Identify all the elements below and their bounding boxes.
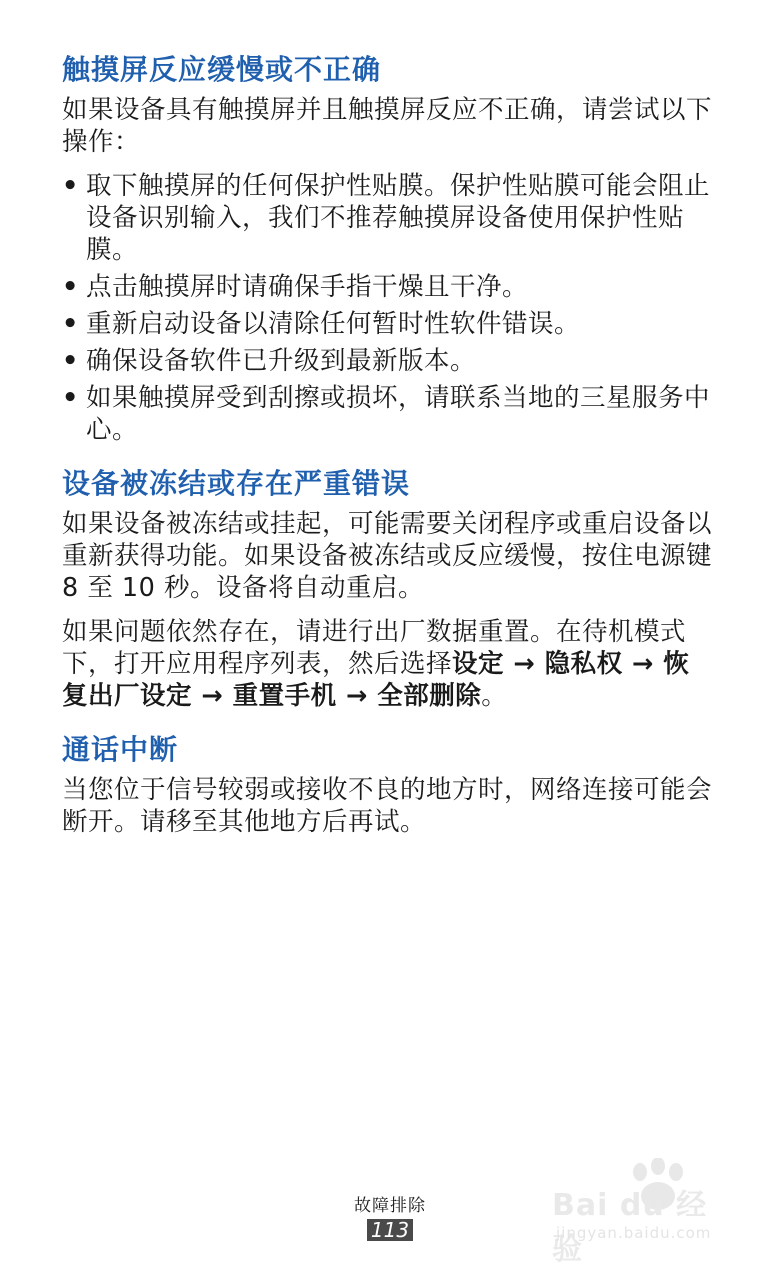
bullet-icon: • [62,346,79,376]
page-number: 113 [367,1219,413,1241]
section-paragraph-reset [62,616,712,712]
section-title: 触摸屏反应缓慢或不正确 [62,53,382,86]
footer-section-name: 故障排除 [354,1196,426,1216]
list-item [62,308,712,340]
list-item-text: 点击触摸屏时请确保手指干燥且干净。 [86,272,529,302]
section-intro: 如果设备具有触摸屏并且触摸屏反应不正确，请尝试以下操作： [62,95,713,157]
section-paragraph: 如果设备被冻结或挂起，可能需要关闭程序或重启设备以重新获得功能。如果设备被冻结或反应缓慢，按住电源键 8 至 10 秒。设备将自动重启。 [62,509,713,603]
section-title: 通话中断 [62,733,179,766]
section-touchscreen [62,50,712,446]
bullet-icon: • [62,171,79,201]
tips-list [62,170,712,446]
baidu-watermark [552,1158,732,1267]
page-content [62,50,712,856]
list-item-text: 如果触摸屏受到刮擦或损坏，请联系当地的三星服务中心。 [86,383,711,445]
menu-path: 设定 → 隐私权 → 恢复出厂设定 → 重置手机 → 全部删除 [62,649,690,711]
section-paragraph: 当您位于信号较弱或接收不良的地方时，网络连接可能会断开。请移至其他地方后再试。 [62,775,713,837]
section-frozen-device [62,464,712,712]
bullet-icon: • [62,309,79,339]
list-item [62,345,712,377]
bullet-icon: • [62,383,79,413]
section-title: 设备被冻结或存在严重错误 [62,467,411,500]
list-item [62,382,712,446]
watermark-url: jingyan.baidu.com [556,1224,712,1242]
section-call-drop [62,730,712,838]
list-item-text: 取下触摸屏的任何保护性贴膜。保护性贴膜可能会阻止设备识别输入，我们不推荐触摸屏设备使用保护性贴膜。 [86,171,711,265]
list-item-text: 重新启动设备以清除任何暂时性软件错误。 [86,309,581,339]
paragraph-text: 。 [481,681,508,711]
list-item-text: 确保设备软件已升级到最新版本。 [86,346,477,376]
bullet-icon: • [62,272,79,302]
watermark-brand: Bai du 经验 [552,1188,708,1267]
list-item [62,271,712,303]
paragraph-text: 如果问题依然存在，请进行出厂数据重置。在待机模式下，打开应用程序列表，然后选择 [62,617,687,679]
list-item [62,170,712,266]
